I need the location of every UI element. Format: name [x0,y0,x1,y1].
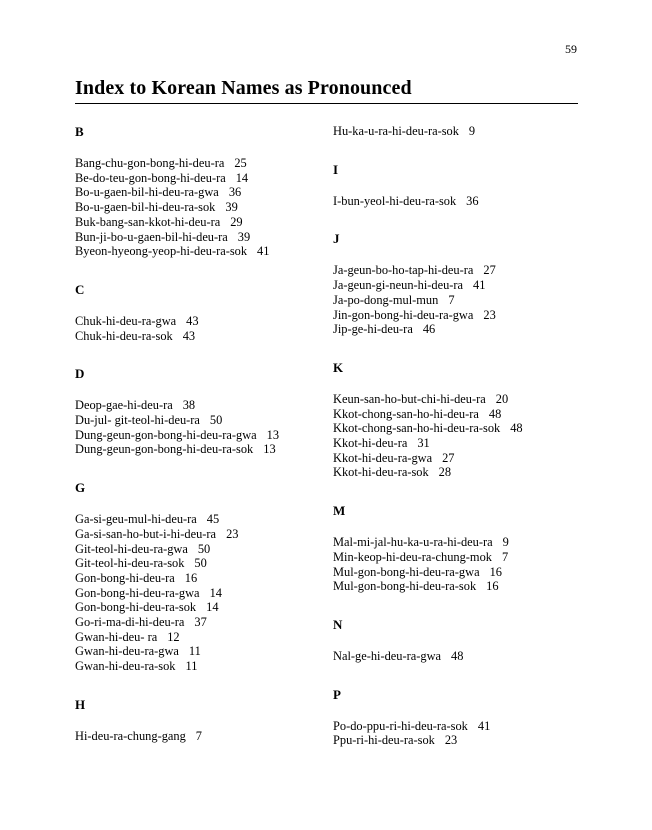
entry-page-number: 7 [195,728,202,743]
index-entry [75,413,325,428]
entry-name: Ga-si-geu-mul-hi-deu-ra [75,512,197,527]
entry-name: Gon-bong-hi-deu-ra-sok [75,600,197,615]
entry-name: Ga-si-san-ho-but-i-hi-deu-ra [75,526,217,541]
entry-page-number: 25 [234,156,247,170]
entry-page-number: 45 [206,512,220,527]
index-entry [75,156,325,171]
entry-page-number: 9 [502,535,509,550]
entry-name: Kkot-chong-san-ho-hi-deu-ra [333,406,479,421]
entry-page-number: 14 [209,585,222,600]
index-entry [333,322,583,337]
index-entry [333,308,583,323]
index-entry [75,527,325,542]
title-rule [75,103,578,104]
index-entry [75,571,325,586]
entry-page-number: 43 [186,313,199,328]
entry-page-number: 23 [483,307,496,322]
index-entry [333,733,583,748]
index-entry [333,579,583,594]
entry-page-number: 12 [167,629,180,644]
entry-page-number: 50 [209,413,223,428]
index-entry [333,293,583,308]
index-entry [75,398,325,413]
entry-name: Chuk-hi-deu-ra-gwa [75,313,177,328]
entry-name: Go-ri-ma-di-hi-deu-ra [75,615,185,630]
index-entry [75,630,325,645]
entry-name: Hi-deu-ra-chung-gang [75,728,186,743]
entry-page-number: 27 [442,450,455,465]
entry-name: Git-teol-hi-deu-ra-sok [75,556,185,571]
entry-name: Kkot-hi-deu-ra-sok [333,465,429,480]
index-entry [333,565,583,580]
entry-page-number: 50 [197,541,211,556]
entry-page-number: 36 [228,185,242,200]
section-letter-heading: P [333,686,341,702]
entry-name: Jip-ge-hi-deu-ra [333,322,413,337]
section-letter-heading: G [75,480,86,496]
entry-name: Dung-geun-gon-bong-hi-deu-ra-sok [75,442,254,457]
entry-name: Mul-gon-bong-hi-deu-ra-gwa [333,564,480,579]
entry-name: Dung-geun-gon-bong-hi-deu-ra-gwa [75,427,257,442]
index-entry [75,171,325,186]
entry-name: Bun-ji-bo-u-gaen-bil-hi-deu-ra [75,229,228,244]
left-index-column [75,124,325,767]
entry-page-number: 16 [489,564,502,579]
entry-page-number: 29 [230,214,243,229]
index-section [333,360,583,480]
entry-name: Gwan-hi-deu-ra-sok [75,659,176,674]
index-entry [75,329,325,344]
page-number: 59 [565,42,577,56]
index-entry [75,644,325,659]
entry-page-number: 16 [184,570,198,585]
entry-name: Bang-chu-gon-bong-hi-deu-ra [75,156,225,170]
index-entry [333,535,583,550]
entry-page-number: 11 [185,659,198,674]
entry-name: I-bun-yeol-hi-deu-ra-sok [333,193,457,208]
entry-page-number: 31 [417,436,430,451]
entry-name: Gwan-hi-deu- ra [75,629,158,644]
entry-page-number: 23 [444,733,458,748]
entry-name: Byeon-hyeong-yeop-hi-deu-ra-sok [75,244,248,259]
entry-page-number: 7 [448,292,455,307]
index-entry [75,442,325,457]
index-entry [333,436,583,451]
index-entry [333,465,583,480]
entry-page-number: 27 [483,263,496,278]
index-entry [333,451,583,466]
entry-name: Gon-bong-hi-deu-ra [75,570,175,585]
entry-name: Kkot-hi-deu-ra-gwa [333,450,433,465]
entry-page-number: 50 [194,556,207,571]
section-letter-heading: N [333,616,343,632]
section-letter-heading: M [333,503,346,519]
index-entry [333,550,583,565]
entry-name: Jin-gon-bong-hi-deu-ra-gwa [333,307,474,322]
entry-page-number: 46 [422,322,436,337]
entry-name: Bo-u-gaen-bil-hi-deu-ra-gwa [75,185,219,200]
entry-page-number: 20 [495,391,509,406]
index-section [333,503,583,594]
entry-page-number: 7 [501,549,509,564]
index-entry [333,719,583,734]
index-entry [75,615,325,630]
entry-name: Deop-gae-hi-deu-ra [75,398,173,413]
entry-page-number: 11 [188,644,201,659]
index-entry [75,428,325,443]
entry-page-number: 13 [263,442,276,457]
index-entry [75,314,325,329]
entry-name: Bo-u-gaen-bil-hi-deu-ra-sok [75,200,216,215]
entry-page-number: 13 [266,427,280,442]
continued-section [333,124,583,139]
index-entry [75,556,325,571]
entry-page-number: 37 [194,615,207,630]
section-letter-heading: K [333,359,344,375]
index-entry [333,124,583,139]
section-letter-heading: I [333,161,339,177]
index-section [333,231,583,337]
entry-name: Nal-ge-hi-deu-ra-gwa [333,648,442,663]
index-entry [75,729,325,744]
index-section [333,617,583,664]
index-entry [75,200,325,215]
entry-name: Min-keop-hi-deu-ra-chung-mok [333,549,492,564]
index-entry [75,230,325,245]
entry-name: Ja-geun-bo-ho-tap-hi-deu-ra [333,263,474,278]
entry-name: Gon-bong-hi-deu-ra-gwa [75,585,200,600]
entry-page-number: 28 [438,465,452,480]
index-entry [333,278,583,293]
index-entry [75,244,325,259]
entry-name: Ja-po-dong-mul-mun [333,292,439,307]
entry-name: Ppu-ri-hi-deu-ra-sok [333,733,435,748]
section-letter-heading: J [333,231,340,247]
index-section [333,162,583,209]
entry-name: Hu-ka-u-ra-hi-deu-ra-sok [333,124,459,138]
entry-page-number: 36 [466,193,479,208]
entry-name: Kkot-chong-san-ho-hi-deu-ra-sok [333,421,501,436]
page-title: Index to Korean Names as Pronounced [75,77,412,99]
index-entry [75,512,325,527]
entry-page-number: 14 [206,600,219,615]
index-entry [333,194,583,209]
index-section [75,124,325,259]
entry-page-number: 41 [257,244,270,259]
entry-name: Keun-san-ho-but-chi-hi-deu-ra [333,391,486,406]
index-section [75,282,325,343]
section-letter-heading: B [75,124,84,139]
entry-name: Gwan-hi-deu-ra-gwa [75,644,179,659]
index-entry [333,392,583,407]
entry-name: Git-teol-hi-deu-ra-gwa [75,541,188,556]
entry-name: Be-do-teu-gon-bong-hi-deu-ra [75,170,226,185]
entry-name: Chuk-hi-deu-ra-sok [75,328,173,343]
index-entry [75,586,325,601]
index-entry [333,263,583,278]
entry-name: Kkot-hi-deu-ra [333,436,408,451]
entry-page-number: 39 [237,229,251,244]
entry-page-number: 41 [473,278,486,293]
section-letter-heading: D [75,366,85,382]
entry-page-number: 43 [182,328,196,343]
entry-page-number: 48 [510,421,523,436]
entry-name: Ja-geun-gi-neun-hi-deu-ra [333,278,464,293]
entry-page-number: 39 [225,200,238,215]
index-section [75,697,325,744]
index-section [75,366,325,457]
entry-page-number: 38 [182,398,196,413]
index-entry [333,649,583,664]
entry-page-number: 23 [226,526,239,541]
section-letter-heading: H [75,696,86,712]
entry-page-number: 48 [488,406,502,421]
index-entry [75,659,325,674]
entry-name: Po-do-ppu-ri-hi-deu-ra-sok [333,718,468,733]
index-entry [75,215,325,230]
section-letter-heading: C [75,281,85,297]
entry-name: Du-jul- git-teol-hi-deu-ra [75,413,200,428]
entry-name: Mul-gon-bong-hi-deu-ra-sok [333,579,477,594]
index-section [333,687,583,748]
index-entry [333,421,583,436]
right-index-column [333,124,583,771]
entry-page-number: 9 [468,124,476,138]
entry-page-number: 48 [451,648,464,663]
index-entry [333,407,583,422]
index-entry [75,185,325,200]
entry-name: Buk-bang-san-kkot-hi-deu-ra [75,214,221,229]
index-entry [75,600,325,615]
index-entry [75,542,325,557]
entry-page-number: 14 [235,170,249,185]
entry-page-number: 41 [477,718,491,733]
index-section [75,480,325,674]
entry-page-number: 16 [486,579,499,594]
entry-name: Mal-mi-jal-hu-ka-u-ra-hi-deu-ra [333,535,493,550]
